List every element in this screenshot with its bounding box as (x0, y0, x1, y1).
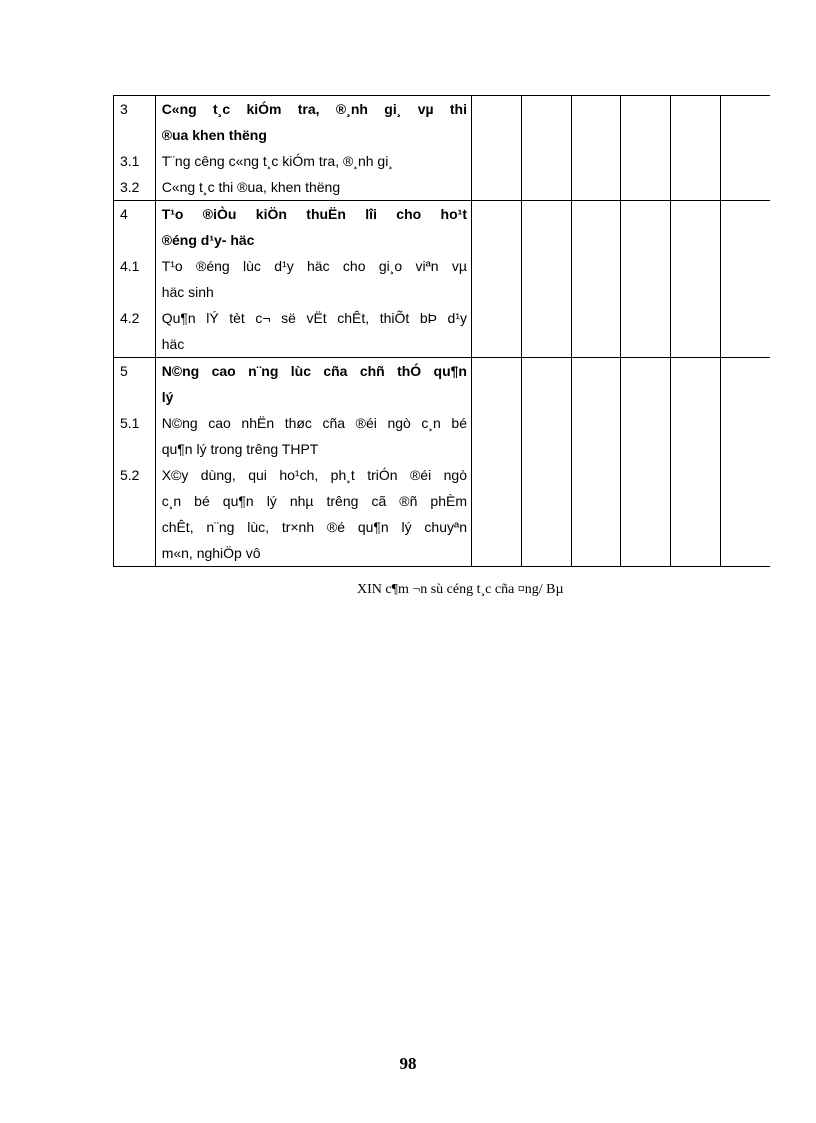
item-number: 4 (120, 206, 128, 222)
rating-cell[interactable] (571, 358, 621, 567)
item-content-cell (155, 358, 471, 567)
section-heading-line: lý (161, 389, 174, 405)
section-heading-line: T¹o ®iÒu kiÖn thuËn lîi cho ho¹t (161, 206, 467, 222)
item-text-line: X©y dùng, qui ho¹ch, ph¸t triÓn ®éi ngò (161, 467, 467, 483)
rating-cell[interactable] (521, 96, 571, 201)
rating-cell[interactable] (671, 201, 721, 358)
section-heading-line: N©ng cao n¨ng lùc cña chñ thÓ qu¶n (161, 363, 467, 379)
item-number: 3.2 (120, 179, 140, 195)
item-number: 5.1 (120, 415, 140, 431)
rating-cell[interactable] (671, 358, 721, 567)
item-number (114, 540, 155, 566)
section-heading-line: ®ua khen thëng (161, 127, 267, 143)
item-content-cell (155, 96, 471, 201)
item-text-line: Qu¶n lÝ tèt c¬ së vËt chÊt, thiÕt bÞ d¹y (161, 310, 467, 326)
section-heading-line: C«ng t¸c kiÓm tra, ®¸nh gi¸ vµ thi (161, 101, 467, 117)
table-row (114, 96, 771, 201)
item-number-cell (114, 358, 156, 567)
rating-cell[interactable] (621, 96, 671, 201)
item-number (114, 227, 155, 253)
item-text-line: qu¶n lý trong trêng THPT (161, 441, 319, 457)
item-number (114, 384, 155, 410)
rating-cell[interactable] (621, 358, 671, 567)
item-number (114, 436, 155, 462)
rating-cell[interactable] (521, 358, 571, 567)
item-text-line: m«n, nghiÖp vô (161, 545, 261, 561)
item-text-line: häc (161, 336, 185, 352)
item-number (114, 331, 155, 357)
item-number: 3.1 (120, 153, 140, 169)
item-number (114, 488, 155, 514)
rating-cell[interactable] (471, 358, 521, 567)
section-heading-line: ®éng d¹y- häc (161, 232, 255, 248)
item-text-line: C«ng t¸c thi ®ua, khen thëng (161, 179, 341, 195)
table-row (114, 201, 771, 358)
item-number (114, 514, 155, 540)
item-text-line: T¨ng cêng c«ng t¸c kiÓm tra, ®¸nh gi¸ (161, 153, 393, 169)
page-number: 98 (399, 1054, 417, 1073)
item-text-line: T¹o ®éng lùc d¹y häc cho gi¸o viªn vµ (161, 258, 467, 274)
rating-cell[interactable] (721, 358, 770, 567)
item-number-cell (114, 96, 156, 201)
item-content-cell (155, 201, 471, 358)
table-row (114, 358, 771, 567)
survey-table-body (114, 96, 771, 567)
rating-cell[interactable] (471, 201, 521, 358)
item-number (114, 279, 155, 305)
item-number: 5.2 (120, 467, 140, 483)
rating-cell[interactable] (521, 201, 571, 358)
rating-cell[interactable] (571, 201, 621, 358)
rating-cell[interactable] (721, 96, 770, 201)
item-number: 4.2 (120, 310, 140, 326)
item-text-line: c¸n bé qu¶n lý nhµ trêng cã ®ñ phÈm (161, 493, 467, 509)
item-number (114, 122, 155, 148)
item-text-line: chÊt, n¨ng lùc, tr×nh ®é qu¶n lý chuyªn (161, 519, 467, 535)
rating-cell[interactable] (671, 96, 721, 201)
item-number: 4.1 (120, 258, 140, 274)
rating-cell[interactable] (571, 96, 621, 201)
item-number: 5 (120, 363, 128, 379)
survey-table (113, 95, 770, 567)
rating-cell[interactable] (471, 96, 521, 201)
item-number-cell (114, 201, 156, 358)
rating-cell[interactable] (621, 201, 671, 358)
rating-cell[interactable] (721, 201, 770, 358)
thank-you-note: XIN c¶m ¬n sù céng t¸c cña ¤ng/ Bµ (357, 582, 564, 597)
item-text-line: häc sinh (161, 284, 214, 300)
item-number: 3 (120, 101, 128, 117)
item-text-line: N©ng cao nhËn thøc cña ®éi ngò c¸n bé (161, 415, 467, 431)
